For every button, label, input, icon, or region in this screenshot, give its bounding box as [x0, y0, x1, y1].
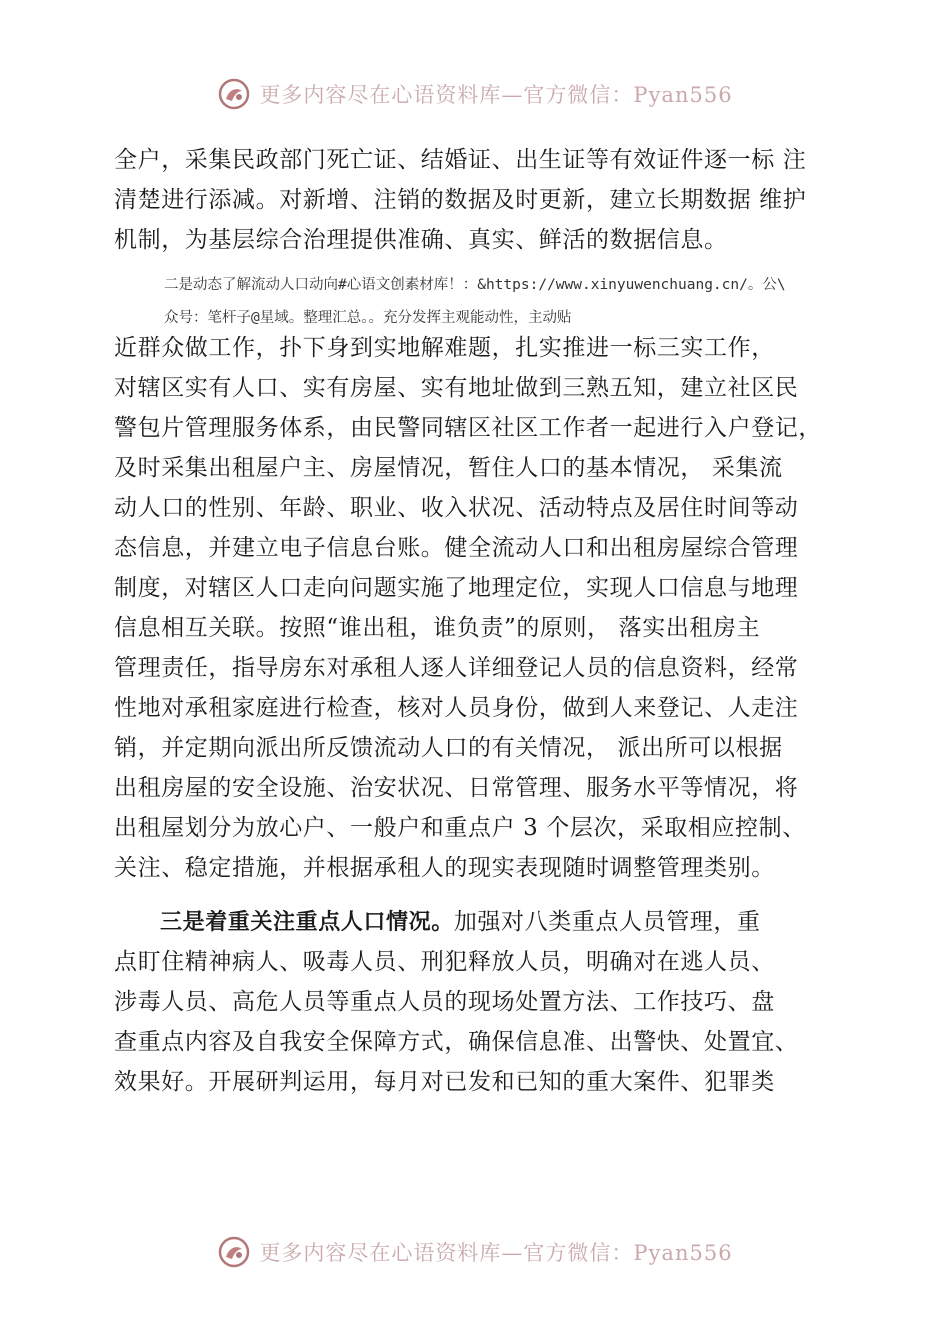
- text-line: 近群众做工作，扑下身到实地解难题，扎实推进一标三实工作，: [114, 335, 775, 361]
- header-banner: [0, 72, 950, 116]
- text-line: 警包片管理服务体系，由民警同辖区社区工作者一起进行入户登记，: [114, 415, 822, 441]
- text-line: 全户，采集民政部门死亡证、结婚证、出生证等有效证件逐一标 注: [114, 147, 807, 173]
- text-line: 态信息，并建立电子信息台账。健全流动人口和出租房屋综合管理: [114, 535, 799, 561]
- text-line: [114, 902, 874, 942]
- text-line: 出租房屋的安全设施、治安状况、日常管理、服务水平等情况，将: [114, 775, 799, 801]
- text-line: 性地对承租家庭进行检查，核对人员身份，做到人来登记、人走注: [114, 695, 799, 721]
- text-line: 机制，为基层综合治理提供准确、真实、鲜活的数据信息。: [114, 227, 728, 253]
- text-line: 清楚进行添减。对新增、注销的数据及时更新，建立长期数据 维护: [114, 187, 807, 213]
- text-line: 出租屋划分为放心户、一般户和重点户 3 个层次，采取相应控制、: [114, 815, 806, 841]
- text-line: 点盯住精神病人、吸毒人员、刑犯释放人员，明确对在逃人员、: [114, 949, 775, 975]
- text-line: 制度，对辖区人口走向问题实施了地理定位，实现人口信息与地理: [114, 575, 799, 601]
- section-heading: 三是着重关注重点人口情况。: [160, 910, 454, 935]
- text-line: 信息相互关联。按照“谁出租，谁负责”的原则， 落实出租房主: [114, 615, 761, 641]
- paragraph-1: [114, 140, 874, 260]
- document-body: [114, 140, 874, 1102]
- text-line: 及时采集出租屋户主、房屋情况，暂住人口的基本情况， 采集流: [114, 455, 783, 481]
- header-banner-text: 更多内容尽在心语资料库—官方微信：Pyan556: [259, 83, 733, 107]
- text-line: 动人口的性别、年龄、职业、收入状况、活动特点及居住时间等动: [114, 495, 799, 521]
- text-line: 管理责任，指导房东对承租人逐人详细登记人员的信息资料，经常: [114, 655, 799, 681]
- heading-line-rest: 加强对八类重点人员管理，重: [453, 909, 761, 935]
- watermark-block: [114, 266, 874, 328]
- footer-banner-text: 更多内容尽在心语资料库—官方微信：Pyan556: [259, 1241, 733, 1265]
- seal-logo-icon: [217, 77, 251, 111]
- footer-banner: [0, 1230, 950, 1274]
- paragraph-3: [114, 902, 874, 1102]
- text-line: 对辖区实有人口、实有房屋、实有地址做到三熟五知，建立社区民: [114, 375, 799, 401]
- text-line: 涉毒人员、高危人员等重点人员的现场处置方法、工作技巧、盘: [114, 989, 775, 1015]
- text-line: 效果好。开展研判运用，每月对已发和已知的重大案件、犯罪类: [114, 1069, 775, 1095]
- watermark-line: 众号：笔杆子@星域。整理汇总。。充分发挥主观能动性，主动贴: [164, 310, 572, 326]
- seal-logo-icon: [217, 1235, 251, 1269]
- paragraph-2: [114, 328, 874, 888]
- text-line: 销，并定期向派出所反馈流动人口的有关情况， 派出所可以根据: [114, 735, 783, 761]
- text-line: 关注、稳定措施，并根据承租人的现实表现随时调整管理类别。: [114, 855, 775, 881]
- watermark-line: 二是动态了解流动人口动向#心语文创素材库！：&https://www.xinyuwenchuang.cn/。公\: [164, 277, 786, 293]
- text-line: 查重点内容及自我安全保障方式，确保信息准、出警快、处置宜、: [114, 1029, 799, 1055]
